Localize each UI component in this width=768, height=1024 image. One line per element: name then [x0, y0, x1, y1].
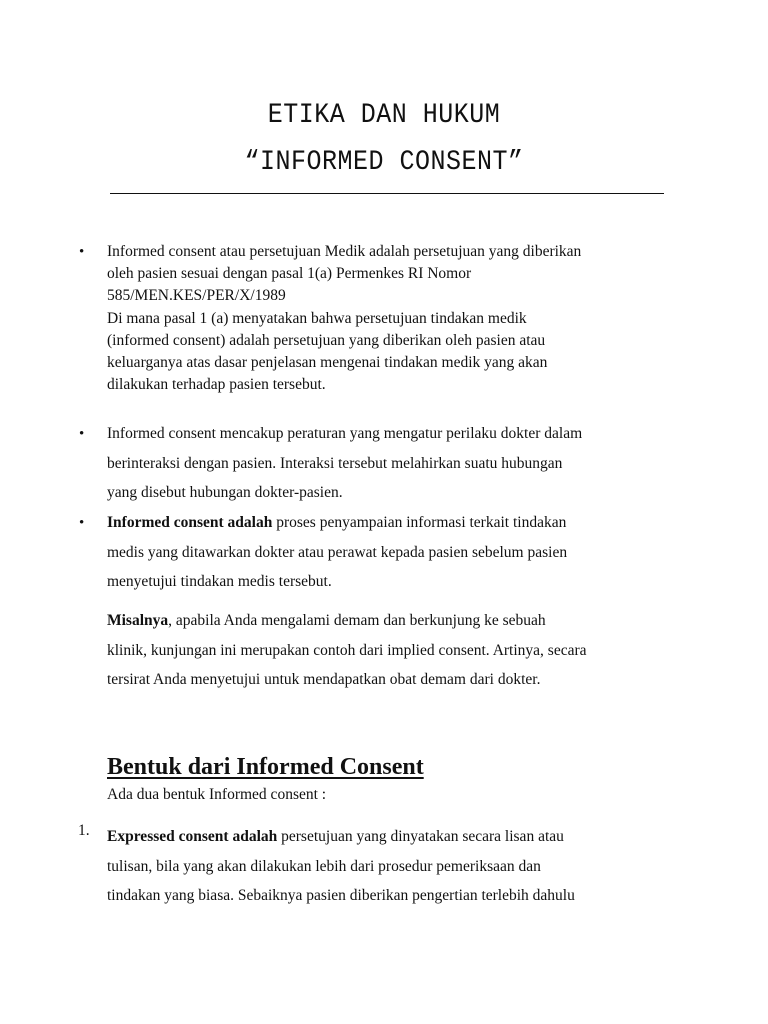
- numbered-1-line: [107, 822, 667, 852]
- title-divider: [110, 193, 664, 194]
- bold-term: Misalnya: [107, 612, 169, 629]
- bullet-1-line: 585/MEN.KES/PER/X/1989: [107, 287, 286, 305]
- bullet-3-line: menyetujui tindakan medis tersebut.: [107, 573, 332, 590]
- numbered-1-line: tulisan, bila yang akan dilakukan lebih dari prosedur pemeriksaan dan: [107, 857, 541, 875]
- example-line: klinik, kunjungan ini merupakan contoh dari implied consent. Artinya, secara: [107, 641, 587, 659]
- bullet-2-line: berinteraksi dengan pasien. Interaksi tersebut melahirkan suatu hubungan: [107, 454, 563, 472]
- document-title-line2: “INFORMED CONSENT”: [244, 145, 524, 178]
- example-line: [107, 606, 667, 636]
- bullet-1-line: Informed consent atau persetujuan Medik adalah persetujuan yang diberikan: [107, 243, 582, 260]
- bullet-item-3: [107, 508, 667, 597]
- numbered-item-1: [107, 822, 667, 911]
- bullet-3-line-rest: proses penyampaian informasi terkait tindakan: [272, 514, 567, 531]
- example-line-rest: , apabila Anda mengalami demam dan berkunjung ke sebuah: [168, 612, 546, 629]
- bullet-marker: •: [79, 515, 85, 531]
- bold-term: Expressed consent adalah: [107, 828, 278, 845]
- bullet-2-line: Informed consent mencakup peraturan yang mengatur perilaku dokter dalam: [107, 425, 583, 442]
- bullet-2-line: yang disebut hubungan dokter-pasien.: [107, 484, 343, 501]
- bullet-marker: •: [79, 426, 85, 442]
- section-subtitle: Ada dua bentuk Informed consent :: [107, 786, 327, 803]
- bullet-marker: •: [79, 244, 85, 260]
- bold-term: Informed consent adalah: [107, 514, 273, 531]
- numbered-1-line-rest: persetujuan yang dinyatakan secara lisan atau: [277, 828, 564, 845]
- bullet-1-line: (informed consent) adalah persetujuan yang diberikan oleh pasien atau: [107, 331, 546, 349]
- bullet-3-line: medis yang ditawarkan dokter atau perawat kepada pasien sebelum pasien: [107, 543, 568, 561]
- bullet-3-line: [107, 508, 667, 538]
- bullet-item-2: [107, 419, 667, 508]
- bullet-1-line: keluarganya atas dasar penjelasan mengenai tindakan medik yang akan: [107, 354, 548, 372]
- bullet-1-line: dilakukan terhadap pasien tersebut.: [107, 376, 326, 394]
- section-heading: Bentuk dari Informed Consent: [107, 754, 424, 780]
- example-paragraph: [107, 606, 667, 695]
- document-title-line1: ETIKA DAN HUKUM: [267, 98, 501, 131]
- bullet-1-line: Di mana pasal 1 (a) menyatakan bahwa persetujuan tindakan medik: [107, 309, 527, 327]
- bullet-item-1: [107, 241, 667, 396]
- numbered-1-line: tindakan yang biasa. Sebaiknya pasien diberikan pengertian terlebih dahulu: [107, 887, 575, 904]
- list-number: 1.: [78, 822, 90, 839]
- bullet-1-line: oleh pasien sesuai dengan pasal 1(a) Permenkes RI Nomor: [107, 265, 472, 283]
- example-line: tersirat Anda menyetujui untuk mendapatkan obat demam dari dokter.: [107, 671, 541, 688]
